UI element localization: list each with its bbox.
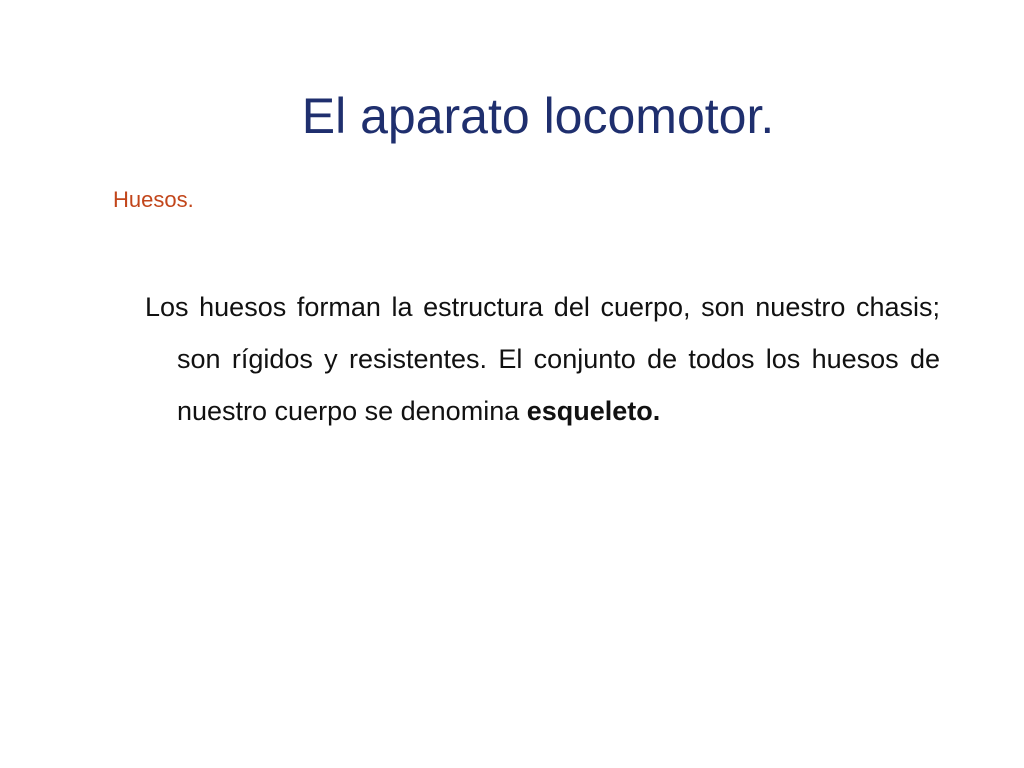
body-paragraph xyxy=(145,281,940,437)
slide-subtitle: Huesos. xyxy=(113,187,194,212)
slide-title: El aparato locomotor. xyxy=(301,88,775,144)
body-emphasis: esqueleto. xyxy=(526,396,661,426)
body-text: Los huesos forman la estructura del cuerpo, son nuestro chasis; son rígidos y resistentes. El conjunto de todos los huesos de nuestro cuerpo se denomina xyxy=(145,292,940,426)
